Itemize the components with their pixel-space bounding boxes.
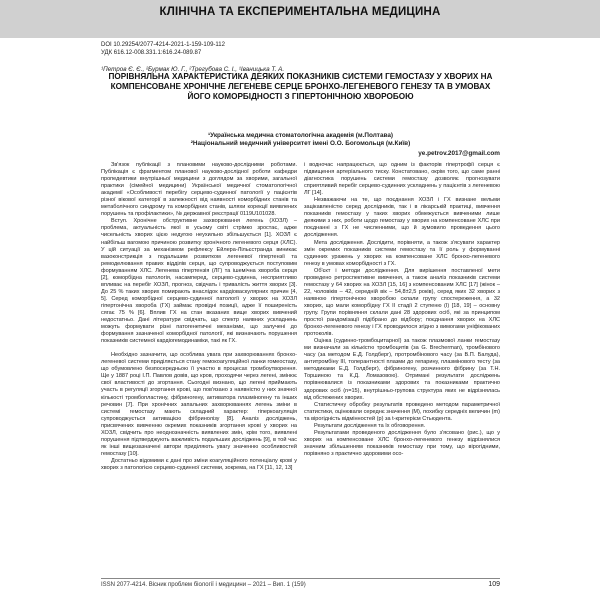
paragraph-rationale: Незважаючи на те, що поєднання ХОЗЛ і ГХ визнане вельми зацікавленістю серед дослідників, так і в лікарській практиці, вивчення показників гемостазу у таких хворих обмежується вивченими лише деякими з них, роботи щодо гемостазу у хворих на компенсоване ХЛС при поєднанні з ГХ не численними, що й зумовило проведення цього дослідження. — [304, 197, 500, 239]
footer-divider — [101, 578, 500, 579]
affiliation-1: ¹Українська медична стоматологічна академія (м.Полтава) — [207, 132, 394, 139]
paragraph-related-research: Зв'язок публікації з плановими науково-дослідними роботами. Публікація є фрагментом планової науково-дослідної роботи кафедри пропедевтики внутрішньої медицини з доглядом за хворими, загальної практики (сімейної медицини) Української медичної стоматологічної академії «Особливості перебігу серцево-судинної патології у пацієнтів різної вікової категорії в залежності від наявності коморбідних станів та метаболічного синдрому та коморбідних станів, шляхи корекції виявлених порушень та профілактики», № державної реєстрації 0119U101028. — [101, 162, 297, 218]
journal-footer: ISSN 2077-4214. Вісник проблем біології і медицини – 2021 – Вип. 1 (159) — [101, 582, 306, 588]
paragraph-statistics: Статистичну обробку результатів проведено методом параметричної статистики, оцінювали середнє значення (M), похибку середніх величин (m) та вірогідність відмінностей (р) за t-критерієм Стьюдента. — [304, 401, 500, 422]
page-number: 109 — [488, 581, 500, 588]
body-column-left — [101, 162, 297, 576]
udk-line: УДК 616.12-008.331.1:616.24-089.87 — [101, 50, 202, 56]
author-list: ¹Петров Є. Є., ²Бурмак Ю. Г., ²Трегубова С. І., ¹Іваницька Т. А. — [101, 66, 285, 73]
section-title: КЛІНІЧНА ТА ЕКСПЕРИМЕНТАЛЬНА МЕДИЦИНА — [159, 6, 441, 18]
article-title: ПОРІВНЯЛЬНА ХАРАКТЕРИСТИКА ДЕЯКИХ ПОКАЗНИКІВ СИСТЕМИ ГЕМОСТАЗУ У ХВОРИХ НА КОМПЕНСОВАНЕ ХРОНІЧНЕ ЛЕГЕНЕВЕ СЕРЦЕ БРОНХО-ЛЕГЕНЕВОГО ГЕНЕЗУ ТА В УМОВАХ ЙОГО КОМОРБІДНОСТІ З ГІПЕРТОНІЧНОЮ ХВОРОБОЮ — [108, 72, 493, 101]
contact-email[interactable]: ye.petrov.2017@gmail.com — [418, 150, 500, 157]
paragraph-continuation: і водночас напрацюється, що одним із факторів гіпертрофії серця є підвищення артеріального тиску. Констатовано, окрім того, що саме ранні діагностика порушень системи гемостазу дозволяє прогнозувати сприятливий перебіг серцево-судинних ускладнень у пацієнтів з легеневою ЛГ [14]. — [304, 162, 500, 197]
paragraph-results: Результатами проведеного дослідження було з'ясовано (рис.), що у хворих на компенсоване ХЛС бронхо-легеневого генезу відрізнялися значним збільшенням показників гемостазу при тому, що вірогідними, порівняно з практично здоровими осо- — [304, 429, 500, 457]
body-column-right — [304, 162, 500, 576]
paragraph-hemostasis-background: Необхідно зазначити, що особлива увага при захворюваннях бронхо-легеневої системи приділяється стану гемокоагуляційної ланки гомеостазу, що обумовлено безпосередньою її участю в процесах тромбоутворення. Ще у 1887 році І.П. Павлов довів, що кров, проходячи через легені, змінює свої властивості до згортання. Сьогодні визнано, що легені приймають участь в регуляції згортання крові, що пов'язано з наявністю у них значної кількості тромбопластину, фібриногену, активатора плазміногену та інших речовин [7]. При хронічних запальних захворюваннях легень зміни в системі гемостазу мають складний характер: гіперкоагуляція супроводжується активацією фібринолізу [8]. Аналіз досліджень, присвячених вивченню окремих показників згортання крові у хворих на ХОЗЛ, свідчить про неоднозначність виявлених змін, крім того, виявлені порушення підтверджують важливість подальших досліджень [9], в той час як інші вищезазначені автори приділяють увагу значенню особливостей гемостазу [10]. — [101, 352, 297, 457]
doi-line: DOI 10.29254/2077-4214-2021-1-159-109-112 — [101, 42, 225, 48]
affiliation-2: ²Національний медичний університет імені О.О. Богомольця (м.Київ) — [190, 140, 411, 147]
paragraph-coagulation-data: Достатньо відомими є дані про зміни коагуляційного потенціалу крові у хворих з патологією серцево-судинної системи, зокрема, на ГХ [11, 12, 13] — [101, 457, 297, 471]
paragraph-introduction: Вступ. Хронічне обструктивне захворювання легень (ХОЗЛ) – проблема, актуальність якої в усьому світі стрімко зростає, адже чисельність хворих цією недугою неухильно збільшується [1]. ХОЗЛ є найбільш вагомою причиною розвитку хронічного легеневого серця (ХЛС). У цій ситуації за механізмом рефлексу Ейлера-Лільєстранда виникає вазоконстрикція з подальшим розвитком легеневої гіпертензії та ремоделювання правих відділів серця, що супроводжується поступовим формуванням ХЛС. Легенева гіпертензія (ЛГ) та ішемічна хвороба серця [2], коморбідна патологія, насамперед, серцево-судинна, несприятливо впливає на перебіг ХОЗЛ, прогноз, свідчать і тривалість життя хворих [3]. До 25 % таких хворих помирають внаслідок кардіоваскулярних причин [4, 5]. Серед коморбідної серцево-судинної патології у хворих на ХОЗЛ гіпертонічна хвороба (ГХ) займає провідні позиції, адже її поширеність сягає 75 % [6]. Вплив ГХ на стан вказаних вище хворих вивчений недостатньо. Дані літератури свідчать, що спектр наявних ускладнень можуть формувати різні патогенетичні механізми, що залучені до формування зазначеної коморбідної патології, які визначають порушення показників системної кардіогемодинаміки, такі як ГХ. — [101, 218, 297, 345]
paragraph-assessment: Оцінка (судинно-тромбоцитарної) за також плазмової ланки гемостазу ми визначали за кількістю тромбоцитів (за G. Brecherman), тромбінового часу (за методом Е.Д. Голдберг), протромбінового часу (за В.П. Балуда), антитромбіну ІІІ, толерантності плазми до гепарину, плазмінового тесту (за методиками Е.Д. Голдберг), фібриногену, розчинного фібрину (за Т.Н. Торшиною та К.Д. Ломазовою). Отримані результати досліджень порівнювалися із показниками здорових та показниками практично здорових осіб (n=15), внутрішньо-групова структура яких не відрізнялась від обстежених хворих. — [304, 338, 500, 401]
paragraph-results-heading: Результати дослідження та їх обговорення. — [314, 422, 426, 429]
paragraph-methods: Об'єкт і методи дослідження. Для вирішення поставленої мети проведено ретроспективне вивчення, а також аналіз показників системи гемостазу у 64 хворих на ХОЗЛ [15, 16] з компенсованим ХЛС [17] (жінок – 22, чоловіків – 42, середній вік – 54,8±2,5 років), серед яких 32 хворих з наявною гіпертонічною хворобою склали групу спостереження, а 32 хворих, що мали коморбідну ГХ ІІ стадії 2 ступеню (І) [18, 19] – основну групу. Групи порівняння склали дані 28 здорових осіб, які за принципом простої рандомізації підібрано до відбору; поєднання хворих на ХЛС бронхо-легеневого генезу і ГХ проводилося згідно з вимогами уніфікованих протоколів. — [304, 267, 500, 338]
paragraph-aim: Мета дослідження. Дослідити, порівняти, а також з'ясувати характер змін окремих показників системи гемостазу та її роль у формуванні судинних уражень у хворих на компенсоване ХЛС бронхо-легеневого генезу в умовах коморбідності з ГХ. — [304, 239, 500, 267]
